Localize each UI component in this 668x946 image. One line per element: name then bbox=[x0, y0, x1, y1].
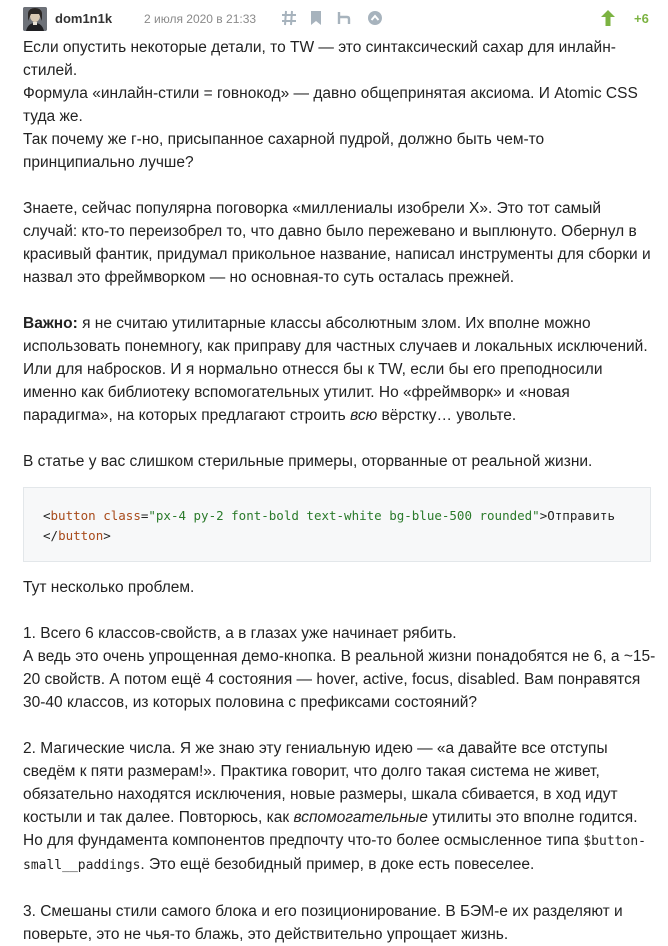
important-text-b: вёрстку… увольте. bbox=[377, 407, 517, 424]
comment-score: +6 bbox=[634, 11, 649, 26]
important-emphasis: всю bbox=[350, 407, 378, 424]
hash-icon[interactable] bbox=[281, 10, 297, 26]
paragraph-intro-2: Формула «инлайн-стили = говнокод» — давно общепринятая аксиома. И Atomic CSS туда же. bbox=[23, 85, 638, 125]
code-text: >Отправить bbox=[539, 508, 615, 523]
paragraph-point-2: 2. Магические числа. Я же знаю эту гениальную идею — «а давайте все отступы сведём к пяти размерам!». Практика говорит, что долго такая система не живет, обязательно находятся исключения, новые размеры, шкала сбивается, в ход идут костыли и так далее. Повторюсь, как вспомогательные утилиты это вполне годится. Но для фундамента компонентов предпочту что-то более осмысленное типа $button-small__paddings. Это ещё безобидный пример, в доке есть повеселее. bbox=[23, 740, 646, 873]
inline-code: $button-small__paddings bbox=[23, 834, 646, 873]
paragraph-sterile-examples: В статье у вас слишком стерильные примеры, оторванные от реальной жизни. bbox=[23, 453, 593, 470]
comment-date[interactable]: 2 июля 2020 в 21:33 bbox=[144, 12, 257, 26]
comment-body bbox=[23, 36, 658, 946]
code-close-tag: button bbox=[58, 528, 104, 543]
paragraph-millennials: Знаете, сейчас популярна поговорка «миллениалы изобрели X». Это тот самый случай: кто-то переизобрел то, что давно было пережевано и выплюнуто. Обернул в красивый фантик, придумал прикольное название, написал инструменты для сборки и назвал это фреймворком — но основная-то суть осталась прежней. bbox=[23, 200, 651, 286]
comment-author[interactable]: dom1n1k bbox=[55, 11, 113, 26]
paragraph-point-1-b: А ведь это очень упрощенная демо-кнопка. В реальной жизни понадобятся не 6, а ~15-20 свойств. А потом ещё 4 состояния — hover, active, focus, disabled. Вам понравятся 30-40 классов, из которых половина с префиксами состояний? bbox=[23, 648, 656, 711]
code-attr-value: "px-4 py-2 font-bold text-white bg-blue-500 rounded" bbox=[148, 508, 540, 523]
comment-header bbox=[23, 0, 658, 36]
code-block: <button class="px-4 py-2 font-bold text-white bg-blue-500 rounded">Отправить </button> bbox=[23, 487, 651, 562]
reply-parent-icon[interactable] bbox=[336, 10, 352, 26]
paragraph-problems: Тут несколько проблем. bbox=[23, 579, 195, 596]
scroll-up-icon[interactable] bbox=[367, 10, 383, 26]
paragraph-important bbox=[23, 312, 658, 427]
vote-up-icon[interactable] bbox=[600, 9, 616, 27]
important-label: Важно: bbox=[23, 315, 78, 332]
paragraph-intro-3: Так почему же г-но, присыпанное сахарной пудрой, должно быть чем-то принципиально лучше? bbox=[23, 131, 545, 171]
code-attr: class bbox=[95, 508, 141, 523]
point-2-emphasis: вспомогательные bbox=[293, 809, 428, 826]
avatar[interactable] bbox=[23, 7, 47, 31]
paragraph-intro-1: Если опустить некоторые детали, то TW — это синтаксический сахар для инлайн-стилей. bbox=[23, 39, 616, 79]
important-text-a: я не считаю утилитарные классы абсолютным злом. Их вполне можно использовать понемногу, как приправу для частных случаев и локальных исключений. Или для набросков. И я нормально отнесся бы к TW, если бы его преподносили именно как библиотеку вспомогательных утилит. Но «фреймворк» и «новая парадигма», на которых предлагают строить bbox=[23, 315, 648, 424]
bookmark-icon[interactable] bbox=[308, 10, 324, 26]
code-tag: button bbox=[50, 508, 96, 523]
paragraph-point-3: 3. Смешаны стили самого блока и его позиционирование. В БЭМ-е их разделяют и поверьте, это не чья-то блажь, это действительно упрощает жизнь. bbox=[23, 903, 623, 943]
paragraph-point-1-a: 1. Всего 6 классов-свойств, а в глазах уже начинает рябить. bbox=[23, 625, 457, 642]
